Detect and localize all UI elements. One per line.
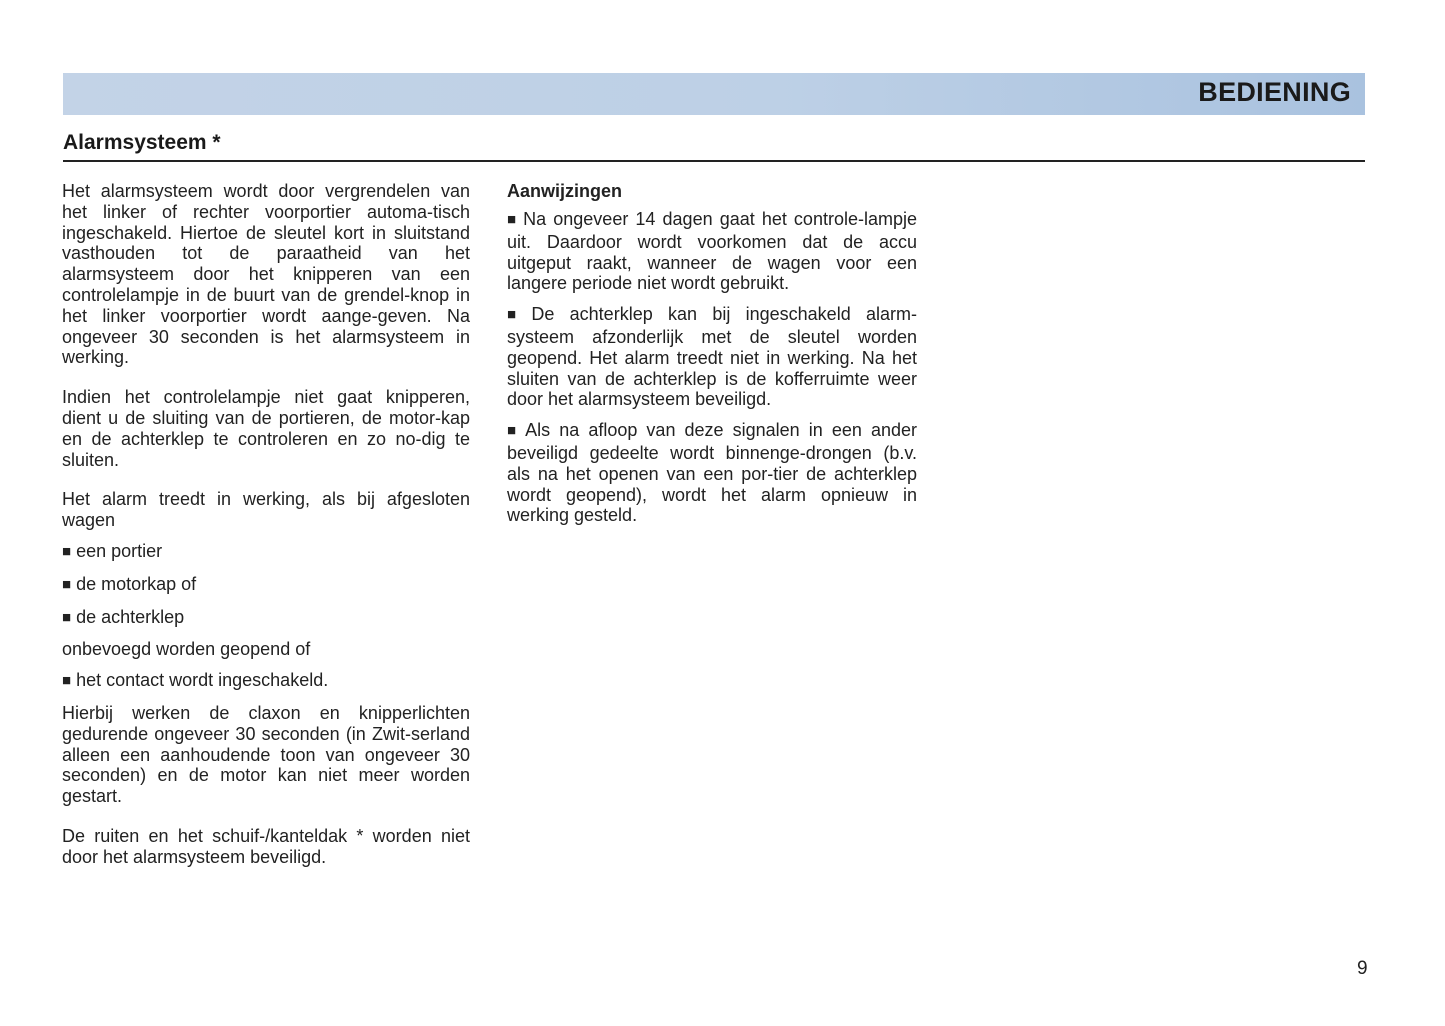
- intro-paragraph: Het alarmsysteem wordt door vergrendelen van het linker of rechter voorportier automa-tisch ingeschakeld. Hiertoe de sleutel kort in sluitstand vasthouden tot de paraatheid van het alarmsysteem door het knipperen van een controlelampje in de buurt van de grendel-knop in het linker voorportier wordt aange-geven. Na ongeveer 30 seconden is het alarmsysteem in werking.: [62, 181, 470, 368]
- note-item: ■ Na ongeveer 14 dagen gaat het controle-lampje uit. Daardoor wordt voorkomen dat de accu uitgeput raakt, wanneer de wagen voor een langere periode niet wordt gebruikt.: [507, 209, 917, 294]
- section-title: Alarmsysteem *: [63, 131, 221, 154]
- trigger-item-tailgate: ■ de achterklep: [62, 607, 470, 630]
- windows-paragraph: De ruiten en het schuif-/kanteldak * worden niet door het alarmsysteem beveiligd.: [62, 825, 470, 867]
- header-title: BEDIENING: [1198, 77, 1351, 107]
- middle-column: [507, 181, 917, 526]
- note-item: ■ Als na afloop van deze signalen in een ander beveiligd gedeelte wordt binnenge-drongen (b.v. als na het openen van een por-tier de achterklep wordt geopend), wordt het alarm opnieuw in werking gesteld.: [507, 420, 917, 526]
- trigger-item-ignition: ■ het contact wordt ingeschakeld.: [62, 670, 470, 693]
- check-paragraph: Indien het controlelampje niet gaat knipperen, dient u de sluiting van de portieren, de motor-kap en de achterklep te controleren en zo no-dig te sluiten.: [62, 387, 470, 470]
- effect-paragraph: Hierbij werken de claxon en knipperlichten gedurende ongeveer 30 seconden (in Zwit-serland alleen een aanhoudende toon van ongeveer 30 seconden) en de motor kan niet meer worden gestart.: [62, 702, 470, 807]
- trigger-item-door: ■ een portier: [62, 541, 470, 564]
- unauthorized-text: onbevoegd worden geopend of: [62, 639, 311, 660]
- section-divider: [63, 160, 1365, 162]
- trigger-paragraph: Het alarm treedt in werking, als bij afgesloten wagen: [62, 489, 470, 531]
- header-band: [63, 73, 1365, 115]
- left-column: [62, 181, 470, 868]
- note-item: ■ De achterklep kan bij ingeschakeld alarm-systeem afzonderlijk met de sleutel worden geopend. Het alarm treedt niet in werking. Na het sluiten van de achterklep is de kofferruimte weer door het alarmsysteem beveiligd.: [507, 304, 917, 410]
- trigger-item-hood: ■ de motorkap of: [62, 574, 470, 597]
- notes-heading: Aanwijzingen: [507, 181, 623, 201]
- page-number: 9: [1357, 958, 1368, 979]
